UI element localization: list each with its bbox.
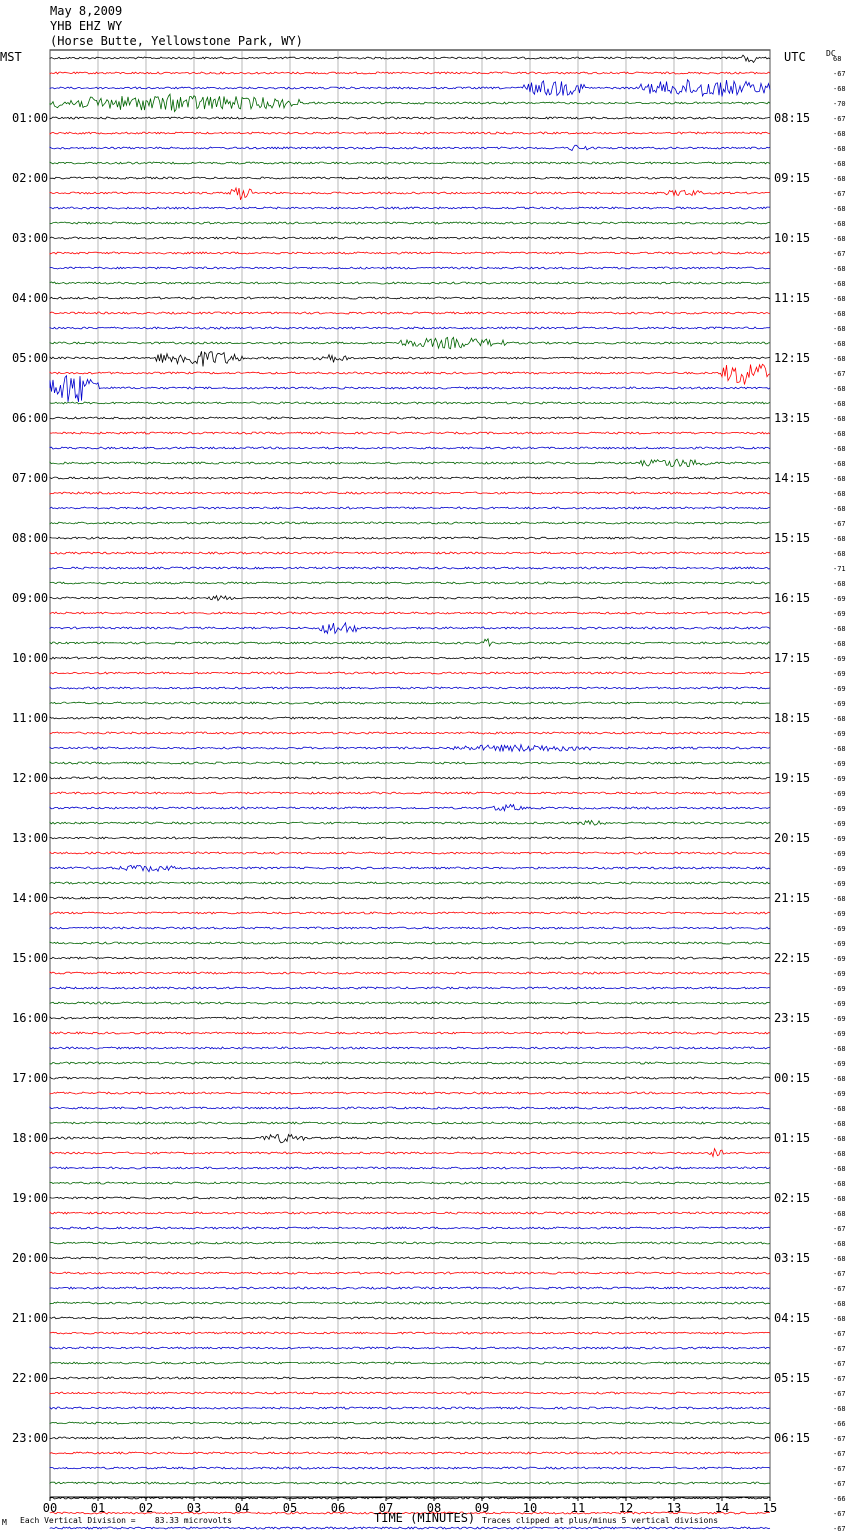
dc-offset-label: -68 (833, 535, 846, 543)
seismic-trace (50, 72, 770, 74)
dc-offset-label: -69 (833, 655, 846, 663)
dc-offset-label: -67 (833, 520, 846, 528)
dc-offset-label: -68 (833, 460, 846, 468)
seismic-trace (50, 507, 770, 509)
dc-offset-label: -68 (833, 85, 846, 93)
x-tick-label: 09 (474, 1501, 490, 1515)
left-hour-label: 22:00 (12, 1371, 49, 1385)
left-hour-label: 09:00 (12, 591, 49, 605)
seismic-trace (50, 1149, 770, 1157)
left-hour-label: 12:00 (12, 771, 49, 785)
dc-offset-label: -69 (833, 610, 846, 618)
seismic-trace (50, 702, 770, 704)
dc-offset-label: -69 (833, 730, 846, 738)
dc-offset-label: -69 (833, 790, 846, 798)
seismic-trace (50, 297, 770, 299)
dc-offset-label: -67 (833, 250, 846, 258)
left-hour-label: 16:00 (12, 1011, 49, 1025)
dc-offset-label: -69 (833, 760, 846, 768)
seismic-trace (50, 1377, 770, 1379)
left-hour-label: 19:00 (12, 1191, 49, 1205)
dc-offset-label: -69 (833, 700, 846, 708)
dc-offset-label: -69 (833, 1000, 846, 1008)
dc-offset-label: -68 (833, 1165, 846, 1173)
seismic-trace (50, 1062, 770, 1064)
seismic-trace (50, 327, 770, 329)
right-hour-label: 02:15 (774, 1191, 811, 1205)
left-hour-label: 14:00 (12, 891, 49, 905)
seismic-trace (50, 777, 770, 779)
dc-offset-label: -68 (833, 310, 846, 318)
seismic-trace (50, 1242, 770, 1244)
seismic-trace (50, 567, 770, 569)
dc-offset-label: -67 (833, 1465, 846, 1473)
dc-offset-label: -69 (833, 865, 846, 873)
left-hour-label: 06:00 (12, 411, 49, 425)
dc-offset-label: -68 (833, 1075, 846, 1083)
dc-offset-label: -67 (833, 1375, 846, 1383)
dc-offset-label: -69 (833, 685, 846, 693)
x-tick-label: 10 (522, 1501, 538, 1515)
scale-note: Each Vertical Division = 83.33 microvolts (20, 1516, 232, 1525)
seismic-trace (50, 927, 770, 929)
dc-offset-label: -68 (833, 580, 846, 588)
seismic-trace (50, 596, 770, 601)
dc-offset-label: -67 (833, 1345, 846, 1353)
left-hour-label: 05:00 (12, 351, 49, 365)
seismic-trace (50, 732, 770, 734)
dc-offset-label: -67 (833, 115, 846, 123)
dc-offset-label: -68 (833, 1120, 846, 1128)
dc-offset-label: -68 (833, 490, 846, 498)
dc-offset-label: -67 (833, 70, 846, 78)
seismic-trace (50, 1047, 770, 1049)
x-tick-label: 02 (138, 1501, 154, 1515)
dc-offset-label: -67 (833, 1360, 846, 1368)
dc-offset-label: -68 (833, 280, 846, 288)
dc-offset-label: -69 (833, 1030, 846, 1038)
right-hour-label: 16:15 (774, 591, 811, 605)
dc-offset-label: -68 (833, 235, 846, 243)
right-hour-label: 06:15 (774, 1431, 811, 1445)
dc-offset-label: -66 (833, 1495, 846, 1503)
left-hour-label: 23:00 (12, 1431, 49, 1445)
left-hour-label: 04:00 (12, 291, 49, 305)
left-hour-label: 13:00 (12, 831, 49, 845)
x-tick-label: 08 (426, 1501, 442, 1515)
dc-offset-label: 68 (833, 55, 842, 63)
left-hour-label: 17:00 (12, 1071, 49, 1085)
seismic-trace (50, 672, 770, 674)
dc-offset-label: -67 (833, 1330, 846, 1338)
seismic-trace (50, 376, 770, 402)
dc-offset-label: -69 (833, 1015, 846, 1023)
left-hour-label: 07:00 (12, 471, 49, 485)
seismic-trace (50, 477, 770, 479)
seismic-trace (50, 1122, 770, 1124)
seismic-trace (50, 1272, 770, 1274)
dc-offset-label: -68 (833, 1210, 846, 1218)
chart-date: May 8,2009 (50, 4, 123, 18)
seismic-trace (50, 447, 770, 449)
right-hour-label: 13:15 (774, 411, 811, 425)
x-tick-label: 11 (570, 1501, 586, 1515)
seismic-trace (50, 972, 770, 974)
chart-station: (Horse Butte, Yellowstone Park, WY) (50, 34, 303, 48)
x-tick-label: 12 (618, 1501, 634, 1515)
seismic-trace (50, 1317, 770, 1319)
dc-offset-label: -69 (833, 850, 846, 858)
x-tick-label: 07 (378, 1501, 394, 1515)
seismic-trace (50, 417, 770, 419)
dc-offset-label: -68 (833, 640, 846, 648)
seismic-trace (50, 252, 770, 254)
x-tick-label: 13 (666, 1501, 682, 1515)
seismic-trace (50, 792, 770, 794)
seismic-trace (50, 1197, 770, 1199)
seismic-trace (50, 1002, 770, 1004)
left-hour-label: 08:00 (12, 531, 49, 545)
seismic-trace (50, 1437, 770, 1439)
dc-offset-label: -68 (833, 1255, 846, 1263)
left-hour-label: 01:00 (12, 111, 49, 125)
dc-offset-label: -67 (833, 190, 846, 198)
x-tick-label: 06 (330, 1501, 346, 1515)
seismic-trace (50, 1092, 770, 1094)
dc-offset-label: -69 (833, 910, 846, 918)
right-hour-label: 12:15 (774, 351, 811, 365)
right-hour-label: 20:15 (774, 831, 811, 845)
seismic-trace (50, 492, 770, 494)
dc-offset-label: -69 (833, 925, 846, 933)
dc-offset-label: -69 (833, 940, 846, 948)
right-hour-label: 09:15 (774, 171, 811, 185)
dc-offset-label: -68 (833, 715, 846, 723)
dc-offset-label: -68 (833, 130, 846, 138)
chart-channel: YHB EHZ WY (50, 19, 123, 33)
dc-offset-label: -69 (833, 880, 846, 888)
dc-offset-label: -67 (833, 1510, 846, 1518)
dc-offset-label: -68 (833, 325, 846, 333)
dc-offset-label: -69 (833, 670, 846, 678)
seismic-trace (50, 582, 770, 584)
right-hour-label: 14:15 (774, 471, 811, 485)
x-tick-label: 05 (282, 1501, 298, 1515)
seismic-trace (50, 55, 770, 62)
right-hour-label: 10:15 (774, 231, 811, 245)
dc-offset-label: -68 (833, 745, 846, 753)
seismic-trace (50, 351, 770, 366)
seismic-trace (50, 1347, 770, 1349)
seismic-trace (50, 1452, 770, 1454)
seismic-trace (50, 177, 770, 179)
dc-offset-label: -67 (833, 1450, 846, 1458)
seismic-trace (50, 912, 770, 914)
dc-offset-label: -68 (833, 895, 846, 903)
dc-offset-label: -67 (833, 1390, 846, 1398)
seismic-trace (50, 282, 770, 284)
seismic-trace (50, 1467, 770, 1469)
right-hour-label: 05:15 (774, 1371, 811, 1385)
dc-offset-label: -71 (833, 565, 846, 573)
right-hour-label: 23:15 (774, 1011, 811, 1025)
dc-offset-label: -69 (833, 970, 846, 978)
right-hour-label: 08:15 (774, 111, 811, 125)
dc-offset-label: -67 (833, 1525, 846, 1533)
dc-offset-label: -68 (833, 340, 846, 348)
seismic-trace (50, 80, 770, 97)
x-tick-label: 01 (90, 1501, 106, 1515)
dc-offset-label: -68 (833, 1300, 846, 1308)
seismic-trace (50, 1017, 770, 1019)
right-hour-label: 22:15 (774, 951, 811, 965)
right-hour-label: 18:15 (774, 711, 811, 725)
dc-offset-label: -69 (833, 595, 846, 603)
seismic-trace (50, 882, 770, 884)
seismic-trace (50, 162, 770, 164)
seismic-trace (50, 94, 770, 111)
seismic-trace (50, 1482, 770, 1484)
seismic-trace (50, 552, 770, 554)
seismic-trace (50, 687, 770, 689)
left-hour-label: 15:00 (12, 951, 49, 965)
dc-label: DC (826, 49, 836, 58)
x-tick-label: 04 (234, 1501, 250, 1515)
seismic-trace (50, 188, 770, 200)
corner-mark: M (2, 1518, 7, 1527)
left-hour-label: 10:00 (12, 651, 49, 665)
x-tick-label: 14 (714, 1501, 730, 1515)
dc-offset-label: -68 (833, 1150, 846, 1158)
seismic-trace (50, 1032, 770, 1034)
seismic-trace (50, 237, 770, 239)
dc-offset-label: -67 (833, 1270, 846, 1278)
dc-offset-label: -68 (833, 385, 846, 393)
dc-offset-label: -68 (833, 1240, 846, 1248)
dc-offset-label: -67 (833, 1285, 846, 1293)
dc-offset-label: -68 (833, 430, 846, 438)
right-hour-label: 04:15 (774, 1311, 811, 1325)
dc-offset-label: -69 (833, 820, 846, 828)
seismic-trace (50, 1287, 770, 1289)
clip-note: Traces clipped at plus/minus 5 vertical divisions (482, 1516, 719, 1525)
dc-offset-label: -68 (833, 265, 846, 273)
x-tick-label: 03 (186, 1501, 202, 1515)
seismic-trace (50, 717, 770, 719)
x-tick-label: 15 (762, 1501, 778, 1515)
seismic-trace (50, 623, 770, 634)
left-hour-label: 11:00 (12, 711, 49, 725)
seismic-trace (50, 1392, 770, 1394)
seismic-trace (50, 1077, 770, 1079)
seismic-trace (50, 1182, 770, 1184)
seismic-trace (50, 1407, 770, 1409)
dc-offset-label: -68 (833, 355, 846, 363)
dc-offset-label: -68 (833, 1195, 846, 1203)
seismic-trace (50, 1422, 770, 1424)
right-hour-label: 00:15 (774, 1071, 811, 1085)
dc-offset-label: -67 (833, 1225, 846, 1233)
x-tick-label: 00 (42, 1501, 58, 1515)
dc-offset-label: -67 (833, 1480, 846, 1488)
left-timezone-label: MST (0, 50, 22, 64)
dc-offset-label: -68 (833, 160, 846, 168)
dc-offset-label: -68 (833, 1315, 846, 1323)
seismic-trace (50, 957, 770, 959)
dc-offset-label: -69 (833, 775, 846, 783)
dc-offset-label: -69 (833, 1060, 846, 1068)
right-hour-label: 03:15 (774, 1251, 811, 1265)
seismic-trace (50, 459, 770, 467)
seismic-trace (50, 267, 770, 269)
seismic-trace (50, 117, 770, 119)
seismic-trace (50, 612, 770, 614)
seismic-trace (50, 1227, 770, 1229)
seismic-trace (50, 942, 770, 944)
dc-offset-label: -68 (833, 550, 846, 558)
left-hour-label: 21:00 (12, 1311, 49, 1325)
dc-offset-label: -68 (833, 1045, 846, 1053)
seismic-trace (50, 132, 770, 134)
right-hour-label: 19:15 (774, 771, 811, 785)
left-hour-label: 20:00 (12, 1251, 49, 1265)
right-hour-label: 15:15 (774, 531, 811, 545)
dc-offset-label: -68 (833, 145, 846, 153)
seismic-trace (50, 402, 770, 404)
right-hour-label: 17:15 (774, 651, 811, 665)
seismic-trace (50, 745, 770, 752)
seismic-trace (50, 432, 770, 434)
dc-offset-label: -68 (833, 415, 846, 423)
dc-offset-label: -68 (833, 1405, 846, 1413)
dc-offset-label: -67 (833, 370, 846, 378)
seismic-trace (50, 897, 770, 899)
seismic-trace (50, 1212, 770, 1214)
seismic-trace (50, 1167, 770, 1169)
dc-offset-label: -69 (833, 955, 846, 963)
dc-offset-label: -68 (833, 295, 846, 303)
seismic-trace (50, 821, 770, 826)
dc-offset-label: -70 (833, 100, 846, 108)
left-hour-label: 18:00 (12, 1131, 49, 1145)
seismic-trace (50, 852, 770, 854)
seismic-trace (50, 762, 770, 764)
dc-offset-label: -69 (833, 985, 846, 993)
seismic-trace (50, 337, 770, 348)
dc-offset-label: -68 (833, 1135, 846, 1143)
seismic-trace (50, 145, 770, 150)
seismic-trace (50, 837, 770, 839)
dc-offset-label: -68 (833, 475, 846, 483)
seismic-trace (50, 865, 770, 871)
dc-offset-label: -69 (833, 835, 846, 843)
seismic-trace (50, 639, 770, 646)
dc-offset-label: -68 (833, 220, 846, 228)
dc-offset-label: -67 (833, 1435, 846, 1443)
dc-offset-label: -68 (833, 1105, 846, 1113)
seismic-trace (50, 1527, 770, 1529)
seismic-trace (50, 1134, 770, 1142)
seismic-trace (50, 522, 770, 524)
dc-offset-label: -66 (833, 1420, 846, 1428)
seismic-trace (50, 1332, 770, 1334)
seismic-trace (50, 312, 770, 314)
seismic-trace (50, 1107, 770, 1109)
seismic-trace (50, 222, 770, 224)
dc-offset-label: -68 (833, 175, 846, 183)
dc-offset-label: -68 (833, 625, 846, 633)
left-hour-label: 02:00 (12, 171, 49, 185)
seismic-trace (50, 804, 770, 810)
left-hour-label: 03:00 (12, 231, 49, 245)
dc-offset-label: -68 (833, 205, 846, 213)
dc-offset-label: -69 (833, 1090, 846, 1098)
seismic-trace (50, 657, 770, 659)
seismic-trace (50, 1257, 770, 1259)
seismic-trace (50, 537, 770, 539)
seismic-trace (50, 364, 770, 384)
x-axis-title: TIME (MINUTES) (374, 1511, 476, 1525)
dc-offset-label: -68 (833, 400, 846, 408)
seismic-trace (50, 1362, 770, 1364)
right-hour-label: 01:15 (774, 1131, 811, 1145)
dc-offset-label: -68 (833, 1180, 846, 1188)
right-timezone-label: UTC (784, 50, 806, 64)
right-hour-label: 11:15 (774, 291, 811, 305)
seismic-trace (50, 1302, 770, 1304)
dc-offset-label: -68 (833, 445, 846, 453)
dc-offset-label: -69 (833, 805, 846, 813)
right-hour-label: 21:15 (774, 891, 811, 905)
seismic-trace (50, 207, 770, 209)
dc-offset-label: -68 (833, 505, 846, 513)
seismic-trace (50, 987, 770, 989)
